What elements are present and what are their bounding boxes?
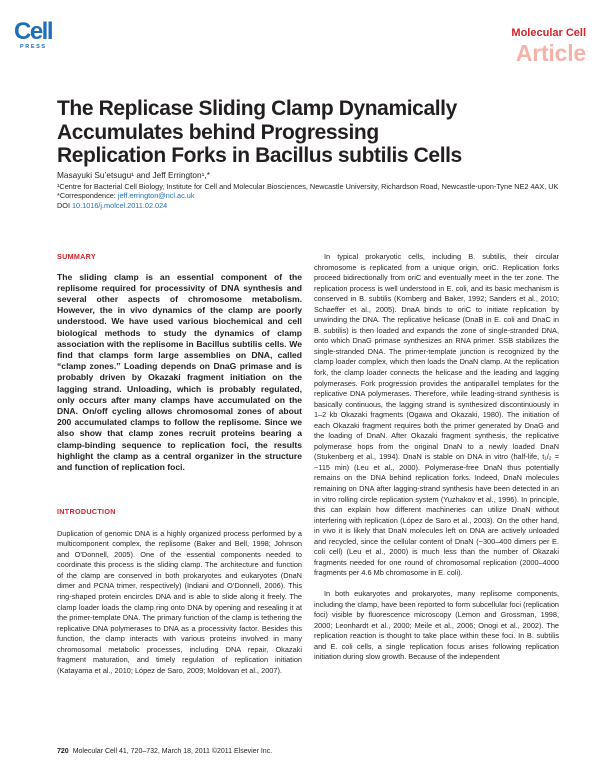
author-names: Masayuki Su’etsugu¹ and Jeff Errington¹,* (57, 170, 210, 180)
journal-header (511, 27, 586, 66)
logo-word: Cell (14, 18, 53, 45)
correspondence-label: *Correspondence: (57, 191, 118, 201)
author-block (57, 171, 577, 210)
correspondence (57, 191, 577, 201)
page-footer (57, 748, 272, 755)
article-title (57, 97, 567, 168)
summary-heading: SUMMARY (57, 252, 96, 261)
doi-link[interactable]: 10.1016/j.molcel.2011.02.024 (72, 200, 168, 210)
email-link[interactable]: jeff.errington@ncl.ac.uk (117, 191, 195, 201)
introduction-heading: INTRODUCTION (57, 507, 116, 517)
citation: Molecular Cell 41, 720–732, March 18, 2011 ©2011 Elsevier Inc. (72, 748, 273, 755)
article-type: Article (515, 40, 586, 66)
logo-press: PRESS (20, 44, 47, 50)
right-column (314, 252, 559, 663)
summary-text: The sliding clamp is an essential component of the replisome required for processivity of DNA synthesis and several other aspects of chromosome metabolism. However, the in vivo dynamics of the clamp are poorly understood. We have used various biochemical and cell biological methods to study the dynamics of clamp association with the replisome in Bacillus subtilis cells. We find that clamps form large assemblies on DNA, called “clamp zones.” Loading depends on DnaG primase and is probably driven by Okazaki fragment initiation on the lagging strand. Unloading, which is probably regulated, only occurs after many clamps have accumulated on the DNA. On/off cycling allows chromosomal zones of about 200 accumulated clamps to follow the replisome. Since we also show that clamp zones recruit proteins bearing a clamp-binding sequence to replication foci, the results highlight the clamp as a central organizer in the structure and function of replication foci. (57, 271, 302, 472)
page-number: 720 (57, 748, 69, 755)
title-line-3: Replication Forks in Bacillus subtilis Cells (57, 144, 462, 167)
title-line-1: The Replicase Sliding Clamp Dynamically (57, 97, 457, 120)
cell-press-logo (14, 18, 54, 50)
title-line-2: Accumulates behind Progressing (57, 120, 379, 144)
intro-paragraph-1: Duplication of genomic DNA is a highly organized process performed by a multicomponent complex, the replisome (Baker and Bell, 1998; Johnson and O’Donnell, 2005). One of the essential components needed to coordinate this process is the sliding clamp. The architecture and function of the clamp are conserved in both prokaryotes and eukaryotes (DnaN dimer and PCNA trimer, respectively) (Indiani and O’Donnell, 2006). This ring-shaped protein encircles DNA and is able to slide along it freely. The clamp loader loads the clamp ring onto DNA by opening and resealing it at the primer-template DNA. The primary function of the clamp is tethering the replicative DNA polymerases to DNA as a processivity factor. Besides this function, the clamp interacts with various proteins involved in many chromosomal metabolic processes, including DNA repair, Okazaki fragment maturation, and timely regulation of replication initiation (Katayama et al., 2010; López de Saro, 2009; Moldovan et al., 2007). (57, 528, 302, 675)
journal-name: Molecular Cell (511, 27, 586, 39)
intro-paragraph-2: In typical prokaryotic cells, including B. subtilis, their circular chromosome is replicated from a unique origin, oriC. Replication forks proceed bidirectionally from oriC and eventually meet in the ter zone. The replication process is well understood in E. coli, and its basic mechanism is conserved in B. subtilis (Kornberg and Baker, 1992; Sanders et al., 2010; Schaeffer et al., 2005). DnaA binds to oriC to initiate replication by unwinding the DNA. The replicative helicase (DnaB in E. coli and DnaC in B. subtilis) is then loaded and expands the zone of single-stranded DNA, onto which DnaG primase synthesizes an RNA primer. SSB stabilizes the single-stranded DNA. The primer-template junction is recognized by the clamp loader complex, which then loads the DnaN clamp. At the replication fork, the clamp loader connects the helicase and the leading and lagging polymerases. Fork progression provides the antiparallel templates for the replicative DNA polymerases. Therefore, while leading-strand synthesis is basically continuous, the lagging strand is synthesized discontinuously in 1–2 kb Okazaki fragments (Ogawa and Okazaki, 1980). The initiation of each Okazaki fragment requires both the primer generated by DnaG and the loading of DnaN. After Okazaki fragment synthesis, the replicative polymerase hops from the original DnaN to a newly loaded DnaN (Stukenberg et al., 1994). DnaN is stable on DNA in vitro (half-life, t₁/₂ = ~115 min) (Leu et al., 2000). Polymerase-free DnaN thus potentially remains on the DNA behind replication forks. Indeed, DnaN molecules remaining on DNA after lagging-strand synthesis have been detected in an in vitro rolling circle replication system (Yuzhakov et al., 1996). In principle, this can explain how different machineries can utilize DnaN without interfering with replication (López de Saro et al., 2003). On the other hand, in vivo it is likely that DnaN molecules left on DNA are actively unloaded and recycled, since the cellular content of DnaN (~300–400 dimers per E. coli cell) (Leu et al., 2000) is much less than the number of Okazaki fragments needed for one round of chromosomal replication (2000–4000 fragments per 4.6 Mb chromosome in E. coli). (314, 252, 559, 578)
doi-label: DOI (57, 200, 72, 210)
left-column (57, 252, 302, 676)
doi-line (57, 201, 577, 211)
intro-paragraph-3: In both eukaryotes and prokaryotes, many replisome components, including the clamp, have been reported to form subcellular foci (replication foci) visible by fluorescence microscopy (Lemon and Grossman, 1998, 2000; Leonhardt et al., 2000; Meile et al., 2006; Onogi et al., 2002). The replication reaction is thought to take place within these foci. In B. subtilis and E. coli cells, a single replication focus arises following replication initiation during slow growth. Because of the independent (314, 588, 559, 662)
affiliation: ¹Centre for Bacterial Cell Biology, Institute for Cell and Molecular Biosciences, Newcastle University, Richardson Road, Newcastle-upon-Tyne NE2 4AX, UK (57, 181, 559, 191)
